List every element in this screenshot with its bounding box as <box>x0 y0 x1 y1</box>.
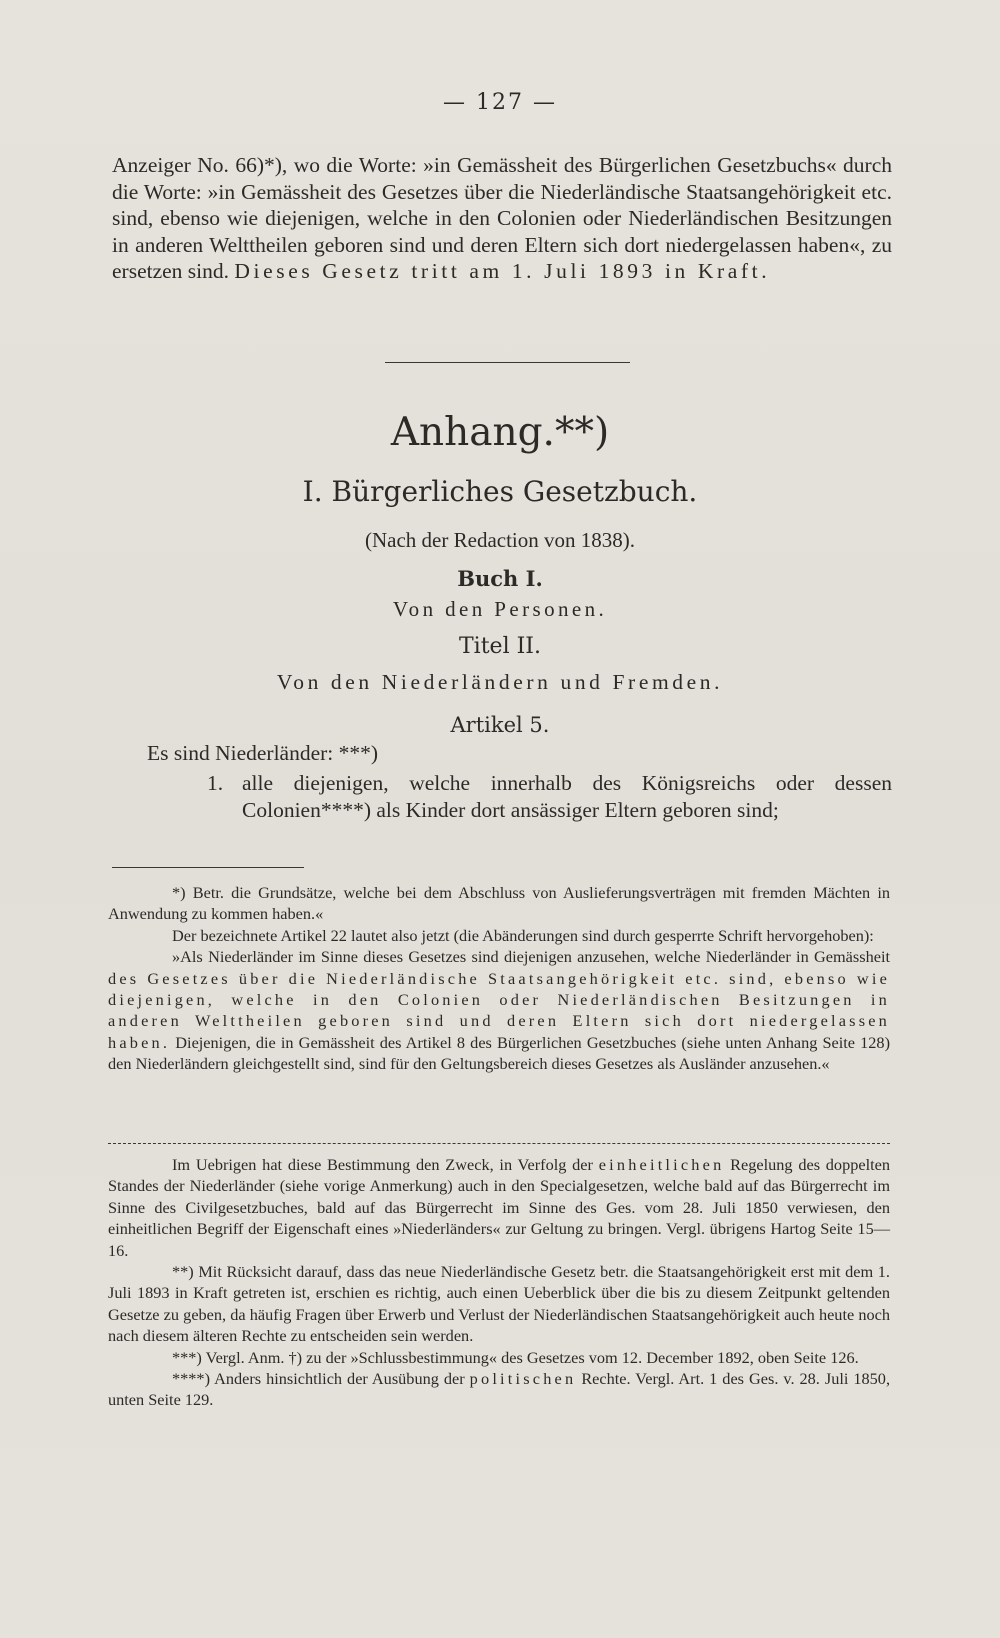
list-item-number: 1. <box>207 771 224 795</box>
list-item-text: alle diejenigen, welche innerhalb des Königsreichs oder dessen Colonien****) als Kinder dort ansässiger Eltern geboren sind; <box>242 771 892 822</box>
quote-spaced: des Gesetzes über die Niederländische Staatsangehörigkeit etc. sind, ebenso wie diejenigen, welche in den Colonien oder Niederländischen Besitzungen in anderen Welttheilen geboren sind und deren Eltern sich dort niedergelassen haben. <box>108 968 890 1052</box>
footnotes-block-b <box>108 1154 890 1411</box>
main-text-spaced: Dieses Gesetz tritt am 1. Juli 1893 in Kraft. <box>234 259 771 283</box>
section-title: I. Bürgerliches Gesetzbuch. <box>302 475 698 508</box>
redaction-note: (Nach der Redaction von 1838). <box>365 528 635 552</box>
footnote-4-spaced: politischen <box>469 1369 577 1389</box>
book-subtitle: Von den Personen. <box>392 597 608 621</box>
dashed-divider <box>108 1143 890 1144</box>
list-item <box>207 770 892 823</box>
section-divider <box>385 362 630 363</box>
footnotes-block-a <box>108 882 890 1075</box>
footnote-divider <box>112 867 304 868</box>
article-intro: Es sind Niederländer: ***) <box>147 741 379 765</box>
main-text-part: Anzeiger No. 66)*), wo die Worte: »in Gemässheit des Bürgerlichen Gesetzbuchs« durch die Worte: »in Gemässheit des Gesetzes über die Niederländische Staatsangehörigkeit etc. sind, ebenso wie diejenigen, welche in den Colonien oder Niederländischen Besitzungen in anderen Welttheilen geboren sind und deren Eltern sich dort niedergelassen haben«, zu ersetzen sind. <box>112 153 892 283</box>
main-paragraph <box>112 152 892 285</box>
footnote-1: *) Betr. die Grundsätze, welche bei dem Abschluss von Auslieferungsverträgen mit fremden Mächten in Anwendung zu kommen haben.« <box>108 883 890 924</box>
title-subtitle: Von den Niederländern und Fremden. <box>276 670 724 694</box>
footnote-4 <box>108 1368 890 1411</box>
footnote-4-part: Rechte. Vergl. Art. 1 des Ges. v. 28. Juli 1850, unten Seite 129. <box>108 1369 891 1410</box>
footnote-2: **) Mit Rücksicht darauf, dass das neue Niederländische Gesetz betr. die Staatsangehörigkeit erst mit dem 1. Juli 1893 in Kraft getreten ist, erschien es richtig, auch einen Ueberblick über die bis zu diesem Zeitpunkt geltenden Gesetze zu geben, da häufig Fragen über Erwerb und Verlust der Niederländischen Staatsangehörigkeit auch heute noch nach diesem älteren Rechte zu entscheiden sein werden. <box>108 1262 890 1346</box>
footnote-1-continued: Der bezeichnete Artikel 22 lautet also jetzt (die Abänderungen sind durch gesperrte Schrift hervorgehoben): <box>172 925 874 945</box>
footnote-3: ***) Vergl. Anm. †) zu der »Schlussbestimmung« des Gesetzes vom 12. December 1892, oben Seite 126. <box>172 1347 859 1367</box>
title-heading: Titel II. <box>459 634 541 659</box>
page-number: — 127 — <box>443 90 557 115</box>
remark-part: Regelung des doppelten Standes der Niederländer (siehe vorige Anmerkung) auch in den Specialgesetzen, welche bald auf das Bürgerrecht im Sinne des Civilgesetzbuches, bald auf das Bürgerrecht im Sinne des Ges. vom 28. Juli 1850 verwiesen, den einheitlichen Begriff der Eigenschaft eines »Niederländers« zur Geltung zu bringen. Vergl. übrigens Hartog Seite 15—16. <box>108 1155 890 1260</box>
quote-part: »Als Niederländer im Sinne dieses Gesetzes sind diejenigen anzusehen, welche Niederländer in Gemässheit <box>172 947 890 967</box>
footnote-1-quote <box>108 946 890 1074</box>
book-heading: Buch I. <box>457 566 543 591</box>
remark-part: Im Uebrigen hat diese Bestimmung den Zweck, in Verfolg der <box>172 1155 593 1174</box>
remark-spaced: einheitlichen <box>598 1155 725 1174</box>
article-heading: Artikel 5. <box>450 713 550 737</box>
quote-part: Diejenigen, die in Gemässheit des Artikel 8 des Bürgerlichen Gesetzbuches (siehe unten Anhang Seite 128) den Niederländern gleichgestellt sind, sind für den Geltungsbereich dieses Gesetzes als Ausländer anzusehen.« <box>108 1032 890 1074</box>
footnote-1-remark <box>108 1154 890 1261</box>
appendix-heading: Anhang.**) <box>390 410 610 455</box>
footnote-4-part: ****) Anders hinsichtlich der Ausübung der <box>172 1369 465 1389</box>
